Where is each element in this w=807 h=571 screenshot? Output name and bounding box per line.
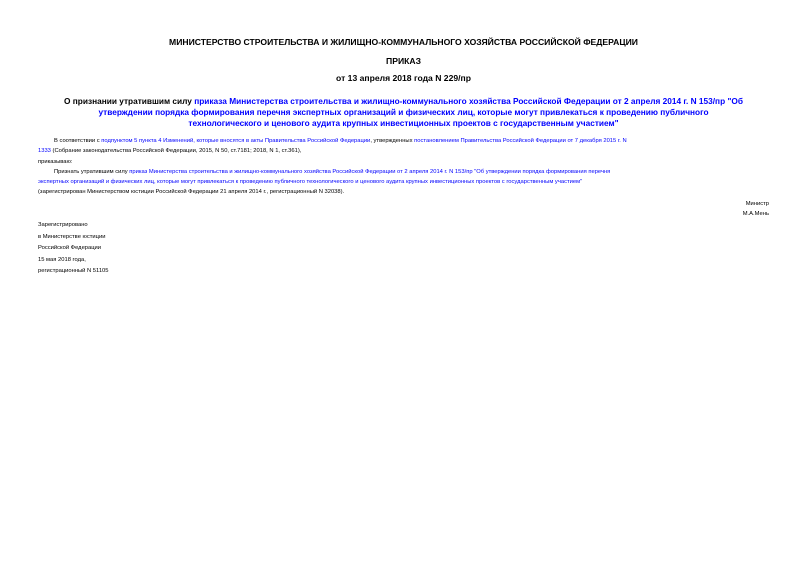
paragraph-basis-text-2: , утвержденных	[370, 138, 415, 144]
paragraph-basis-line-1	[38, 136, 769, 146]
registration-line: в Министерстве юстиции	[38, 233, 106, 240]
paragraph-basis-text-3: (Собрание законодательства Российской Федерации, 2015, N 50, ст.7181; 2018, N 1, ст.361),	[50, 148, 302, 154]
paragraph-basis-text-1: В соответствии с	[54, 138, 102, 144]
title-line-3[interactable]: технологического и ценового аудита крупных инвестиционных проектов с государственным участием"	[188, 118, 619, 128]
paragraph-repeal-text-1: Признать утратившим силу	[54, 169, 130, 175]
title-prefix: О признании утратившим силу	[64, 96, 195, 106]
registration-line: Зарегистрировано	[38, 222, 88, 228]
registration-line: Российской Федерации	[38, 245, 102, 252]
title-line-1	[38, 96, 769, 107]
registration-block	[38, 220, 109, 278]
order-word	[38, 157, 769, 167]
order-word-text: приказываю:	[38, 159, 73, 165]
paragraph-repeal	[38, 167, 769, 197]
title-link-order-153[interactable]: приказа Министерства строительства и жилищно-коммунального хозяйства Российской Федерации от 2 апреля 2014 г. N 153/пр "Об	[194, 96, 743, 106]
signature-name: М.А.Мень	[742, 211, 769, 217]
document-type: ПРИКАЗ	[386, 56, 421, 66]
link-government-decree[interactable]: постановлением Правительства Российской Федерации от 7 декабря 2015 г. N	[414, 138, 627, 144]
title-line-2[interactable]: утверждении порядка формирования перечня экспертных организаций и физических лиц, которые могут привлекаться к проведению публичного	[98, 107, 709, 117]
paragraph-repeal-line-2[interactable]: экспертных организаций и физических лиц, которые могут привлекаться к проведению публичного технологического и ценового аудита крупных инвестиционных проектов с государственным участием"	[38, 179, 583, 185]
document-page	[38, 0, 769, 571]
link-subparagraph-5[interactable]: подпунктом 5 пункта 4 Изменений, которые вносятся в акты Правительства Российской Федерации	[101, 138, 371, 144]
signature-position: Министр	[745, 201, 769, 207]
paragraph-repeal-line-1	[38, 167, 769, 177]
registration-line: регистрационный N 51105	[38, 268, 109, 275]
document-date-number: от 13 апреля 2018 года N 229/пр	[336, 73, 471, 83]
document-title	[38, 96, 769, 129]
link-government-decree-number[interactable]: 1333	[38, 148, 51, 154]
registration-line: 15 мая 2018 года,	[38, 256, 86, 263]
link-repealed-order[interactable]: приказ Министерства строительства и жилищно-коммунального хозяйства Российской Федерации от 2 апреля 2014 г. N 153/пр "Об утверждении порядка формирования перечня	[129, 169, 611, 175]
paragraph-basis-line-2	[38, 146, 769, 156]
ministry-name: МИНИСТЕРСТВО СТРОИТЕЛЬСТВА И ЖИЛИЩНО-КОММУНАЛЬНОГО ХОЗЯЙСТВА РОССИЙСКОЙ ФЕДЕРАЦИИ	[169, 37, 638, 47]
paragraph-basis	[38, 136, 769, 156]
paragraph-repeal-line-3: (зарегистрирован Министерством юстиции Российской Федерации 21 апреля 2014 г., регистрационный N 32038).	[38, 189, 345, 195]
